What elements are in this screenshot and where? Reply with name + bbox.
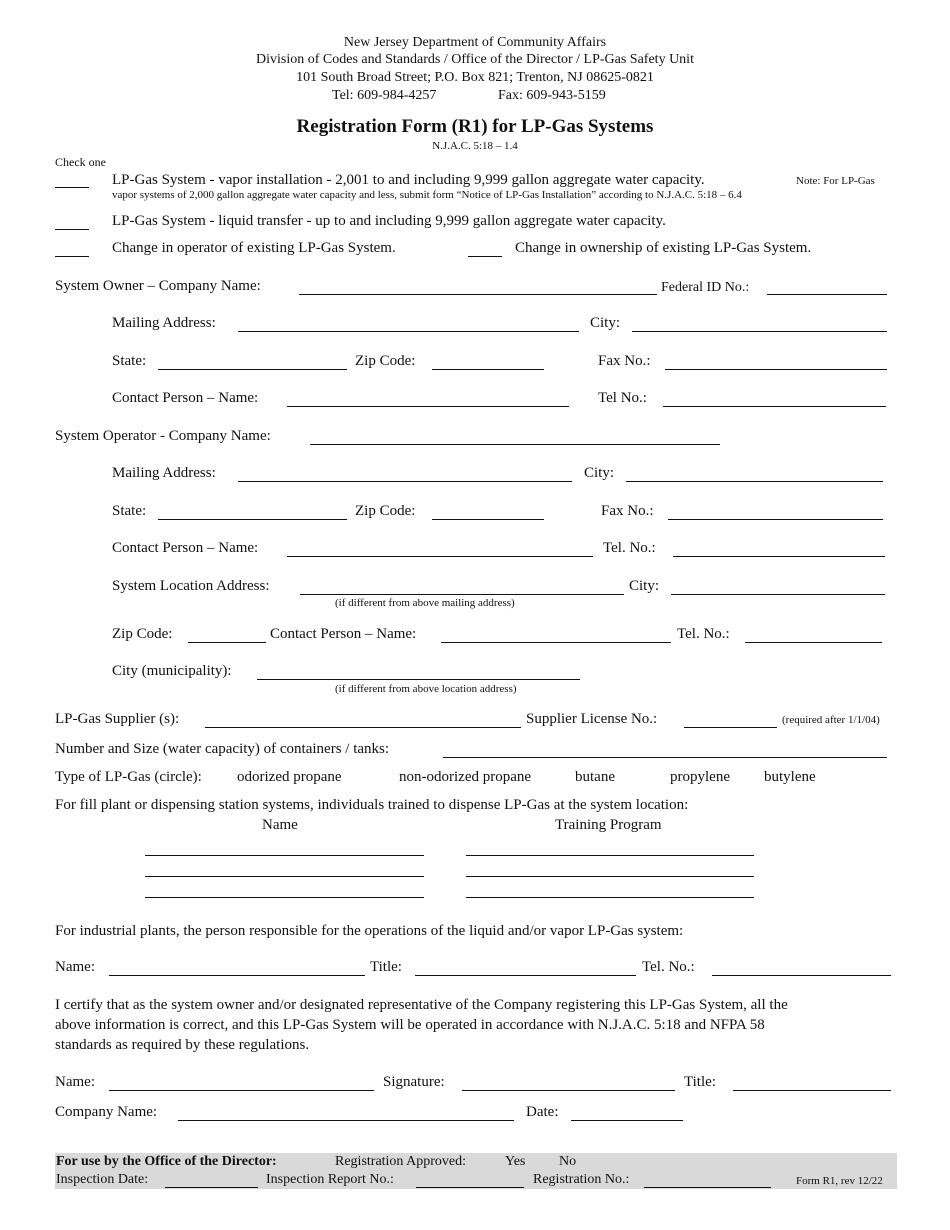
gas-type-butylene[interactable]: butylene xyxy=(764,769,816,785)
operator-mailing-field[interactable] xyxy=(238,481,572,482)
form-citation: N.J.A.C. 5:18 – 1.4 xyxy=(432,140,518,152)
location-contact-field[interactable] xyxy=(441,642,671,643)
municipality-note: (if different from above location address) xyxy=(335,683,517,695)
certify-signature-label: Signature: xyxy=(383,1074,445,1090)
operator-zip-field[interactable] xyxy=(432,519,544,520)
office-use-heading: For use by the Office of the Director: xyxy=(56,1154,277,1169)
check-vapor-blank[interactable] xyxy=(55,187,89,188)
option-vapor-note-2: vapor systems of 2,000 gallon aggregate water capacity and less, submit form “Notice of LP-Gas Installation” according to N.J.A.C. 5:18 – 6.4 xyxy=(112,189,742,201)
option-change-operator-label: Change in operator of existing LP-Gas System. xyxy=(112,240,396,256)
owner-mailing-field[interactable] xyxy=(238,331,579,332)
containers-field[interactable] xyxy=(443,757,887,758)
location-city-label: City: xyxy=(629,578,660,594)
gas-type-label: Type of LP-Gas (circle): xyxy=(55,769,202,785)
certify-line-2: above information is correct, and this LP-Gas System will be operated in accordance with N.J.A.C. 5:18 and NFPA 58 xyxy=(55,1017,765,1033)
inspection-date-label: Inspection Date: xyxy=(56,1172,149,1187)
certify-company-field[interactable] xyxy=(178,1120,514,1121)
industrial-title-field[interactable] xyxy=(415,975,636,976)
inspection-date-field[interactable] xyxy=(165,1187,258,1188)
division-name: Division of Codes and Standards / Office of the Director / LP-Gas Safety Unit xyxy=(256,52,694,67)
certify-line-3: standards as required by these regulations. xyxy=(55,1037,310,1053)
certify-name-field[interactable] xyxy=(109,1090,374,1091)
fill-plant-training-field-3[interactable] xyxy=(466,897,754,898)
certify-name-label: Name: xyxy=(55,1074,95,1090)
location-contact-label: Contact Person – Name: xyxy=(270,626,417,642)
form-title: Registration Form (R1) for LP-Gas Systems xyxy=(296,116,654,137)
approved-yes-option[interactable]: Yes xyxy=(505,1154,526,1169)
owner-zip-label: Zip Code: xyxy=(355,353,416,369)
certify-title-field[interactable] xyxy=(733,1090,891,1091)
fill-plant-name-field-2[interactable] xyxy=(145,876,424,877)
operator-contact-field[interactable] xyxy=(287,556,593,557)
supplier-label: LP-Gas Supplier (s): xyxy=(55,711,180,727)
supplier-required-note: (required after 1/1/04) xyxy=(782,714,880,726)
industrial-tel-label: Tel. No.: xyxy=(642,959,695,975)
containers-label: Number and Size (water capacity) of containers / tanks: xyxy=(55,741,390,757)
check-change-operator-blank[interactable] xyxy=(55,256,89,257)
location-address-field[interactable] xyxy=(300,594,624,595)
industrial-tel-field[interactable] xyxy=(712,975,891,976)
inspection-report-label: Inspection Report No.: xyxy=(266,1172,394,1187)
location-note: (if different from above mailing address) xyxy=(335,597,515,609)
location-tel-field[interactable] xyxy=(745,642,882,643)
owner-mailing-label: Mailing Address: xyxy=(112,315,216,331)
operator-fax-field[interactable] xyxy=(668,519,883,520)
location-tel-label: Tel. No.: xyxy=(677,626,730,642)
owner-company-field[interactable] xyxy=(299,294,657,295)
operator-state-label: State: xyxy=(112,503,147,519)
fill-plant-name-header: Name xyxy=(262,817,298,833)
owner-tel-field[interactable] xyxy=(663,406,886,407)
registration-no-field[interactable] xyxy=(644,1187,771,1188)
industrial-text: For industrial plants, the person responsible for the operations of the liquid and/or vapor LP-Gas system: xyxy=(55,923,684,939)
location-zip-field[interactable] xyxy=(188,642,266,643)
agency-name: New Jersey Department of Community Affairs xyxy=(343,35,607,50)
owner-state-label: State: xyxy=(112,353,147,369)
option-vapor-note-1: Note: For LP-Gas xyxy=(796,175,875,187)
owner-state-field[interactable] xyxy=(158,369,347,370)
fill-plant-name-field-1[interactable] xyxy=(145,855,424,856)
gas-type-butane[interactable]: butane xyxy=(575,769,615,785)
certify-date-field[interactable] xyxy=(571,1120,683,1121)
fill-plant-name-field-3[interactable] xyxy=(145,897,424,898)
municipality-label: City (municipality): xyxy=(112,663,232,679)
location-city-field[interactable] xyxy=(671,594,885,595)
federal-id-field[interactable] xyxy=(767,294,887,295)
agency-fax: Fax: 609-943-5159 xyxy=(498,88,606,103)
owner-contact-field[interactable] xyxy=(287,406,569,407)
owner-zip-field[interactable] xyxy=(432,369,544,370)
registration-approved-label: Registration Approved: xyxy=(335,1154,467,1169)
operator-city-label: City: xyxy=(584,465,615,481)
industrial-name-field[interactable] xyxy=(109,975,365,976)
owner-company-label: System Owner – Company Name: xyxy=(55,278,261,294)
fill-plant-training-field-2[interactable] xyxy=(466,876,754,877)
operator-company-label: System Operator - Company Name: xyxy=(55,428,271,444)
check-change-ownership-blank[interactable] xyxy=(468,256,502,257)
agency-address: 101 South Broad Street; P.O. Box 821; Trenton, NJ 08625-0821 xyxy=(296,70,654,85)
option-change-ownership-label: Change in ownership of existing LP-Gas System. xyxy=(515,240,812,256)
gas-type-non-odorized-propane[interactable]: non-odorized propane xyxy=(399,769,532,785)
fill-plant-text: For fill plant or dispensing station systems, individuals trained to dispense LP-Gas at the system location: xyxy=(55,797,689,813)
owner-tel-label: Tel No.: xyxy=(598,390,647,406)
operator-fax-label: Fax No.: xyxy=(601,503,654,519)
operator-state-field[interactable] xyxy=(158,519,347,520)
gas-type-propylene[interactable]: propylene xyxy=(670,769,730,785)
option-vapor-label: LP-Gas System - vapor installation - 2,001 to and including 9,999 gallon aggregate water capacity. xyxy=(112,172,705,188)
owner-fax-label: Fax No.: xyxy=(598,353,651,369)
operator-company-field[interactable] xyxy=(310,444,720,445)
location-zip-label: Zip Code: xyxy=(112,626,173,642)
certify-signature-field[interactable] xyxy=(462,1090,675,1091)
owner-city-field[interactable] xyxy=(632,331,887,332)
federal-id-label: Federal ID No.: xyxy=(661,280,750,295)
operator-contact-label: Contact Person – Name: xyxy=(112,540,259,556)
certify-company-label: Company Name: xyxy=(55,1104,158,1120)
certify-title-label: Title: xyxy=(684,1074,716,1090)
agency-tel: Tel: 609-984-4257 xyxy=(332,88,437,103)
operator-mailing-label: Mailing Address: xyxy=(112,465,216,481)
industrial-title-label: Title: xyxy=(370,959,402,975)
supplier-license-label: Supplier License No.: xyxy=(526,711,658,727)
check-one-label: Check one xyxy=(55,155,106,169)
fill-plant-training-field-1[interactable] xyxy=(466,855,754,856)
owner-contact-label: Contact Person – Name: xyxy=(112,390,259,406)
industrial-name-label: Name: xyxy=(55,959,95,975)
inspection-report-field[interactable] xyxy=(416,1187,524,1188)
certify-line-1: I certify that as the system owner and/or designated representative of the Company registering this LP-Gas System, all the xyxy=(55,997,788,1013)
gas-type-odorized-propane[interactable]: odorized propane xyxy=(237,769,342,785)
form-revision: Form R1, rev 12/22 xyxy=(796,1175,883,1187)
option-liquid-label: LP-Gas System - liquid transfer - up to and including 9,999 gallon aggregate water capacity. xyxy=(112,213,666,229)
supplier-field[interactable] xyxy=(205,727,521,728)
owner-city-label: City: xyxy=(590,315,621,331)
operator-tel-label: Tel. No.: xyxy=(603,540,656,556)
supplier-license-field[interactable] xyxy=(684,727,777,728)
check-liquid-blank[interactable] xyxy=(55,229,89,230)
location-address-label: System Location Address: xyxy=(112,578,270,594)
fill-plant-training-header: Training Program xyxy=(555,817,662,833)
municipality-field[interactable] xyxy=(257,679,580,680)
owner-fax-field[interactable] xyxy=(665,369,887,370)
operator-city-field[interactable] xyxy=(626,481,883,482)
certify-date-label: Date: xyxy=(526,1104,559,1120)
operator-zip-label: Zip Code: xyxy=(355,503,416,519)
approved-no-option[interactable]: No xyxy=(559,1154,577,1169)
operator-tel-field[interactable] xyxy=(673,556,885,557)
registration-no-label: Registration No.: xyxy=(533,1172,630,1187)
